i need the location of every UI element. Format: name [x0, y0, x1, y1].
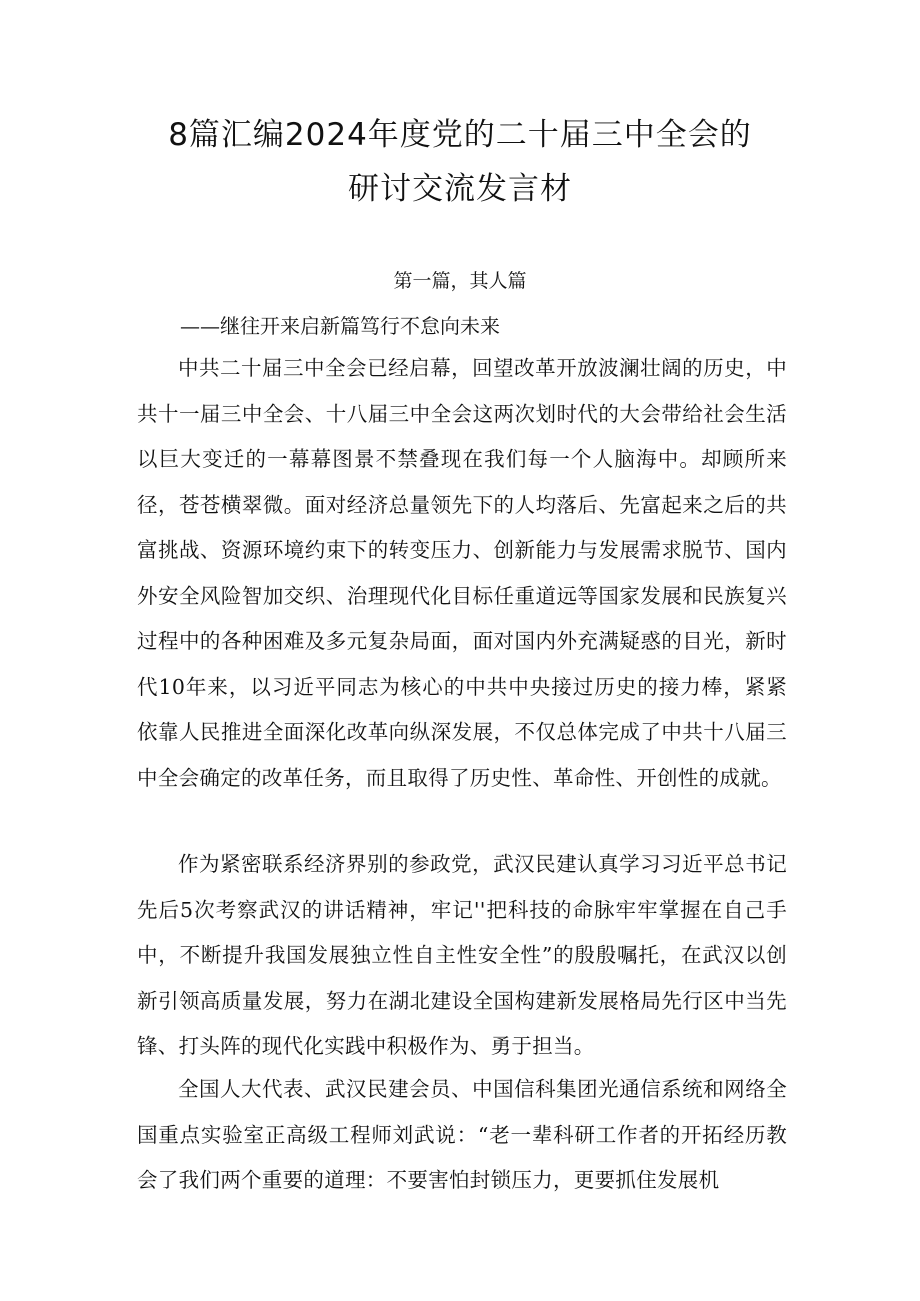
- paragraph-1: 中共二十届三中全会已经启幕，回望改革开放波澜壮阔的历史，中共十一届三中全会、十八届三中全会这两次划时代的大会带给社会生活以巨大变迁的一幕幕图景不禁叠现在我们每一个人脑海中。却顾所来径，苍苍横翠微。面对经济总量领先下的人均落后、先富起来之后的共富挑战、资源环境约束下的转变压力、创新能力与发展需求脱节、国内外安全风险智加交织、治理现代化目标任重道远等国家发展和民族复兴过程中的各种困难及多元复杂局面，面对国内外充满疑惑的目光，新时代10年来，以习近平同志为核心的中共中央接过历史的接力棒，紧紧依靠人民推进全面深化改革向纵深发展，不仅总体完成了中共十八届三中全会确定的改革任务，而且取得了历史性、革命性、开创性的成就。: [137, 356, 787, 790]
- title-line-1: 8篇汇编2024年度党的二十届三中全会的: [168, 117, 752, 153]
- section-subtitle: ——继往开来启新篇笃行不怠向未来: [180, 314, 500, 338]
- paragraph-3: 全国人大代表、武汉民建会员、中国信科集团光通信系统和网络全国重点实验室正高级工程师刘武说：“老一辈科研工作者的开拓经历教会了我们两个重要的道理：不要害怕封锁压力，更要抓住发展机: [137, 1077, 787, 1192]
- document-title: [0, 108, 920, 216]
- section-heading: 第一篇，其人篇: [393, 270, 527, 292]
- paragraph-2: 作为紧密联系经济界别的参政党，武汉民建认真学习习近平总书记先后5次考察武汉的讲话精神，牢记''把科技的命脉牢牢掌握在自己手中，不断提升我国发展独立性自主性安全性”的殷殷嘱托，在武汉以创新引领高质量发展，努力在湖北建设全国构建新发展格局先行区中当先锋、打头阵的现代化实践中积极作为、勇于担当。: [137, 852, 787, 1058]
- title-line-2: 研讨交流发言材: [348, 171, 572, 207]
